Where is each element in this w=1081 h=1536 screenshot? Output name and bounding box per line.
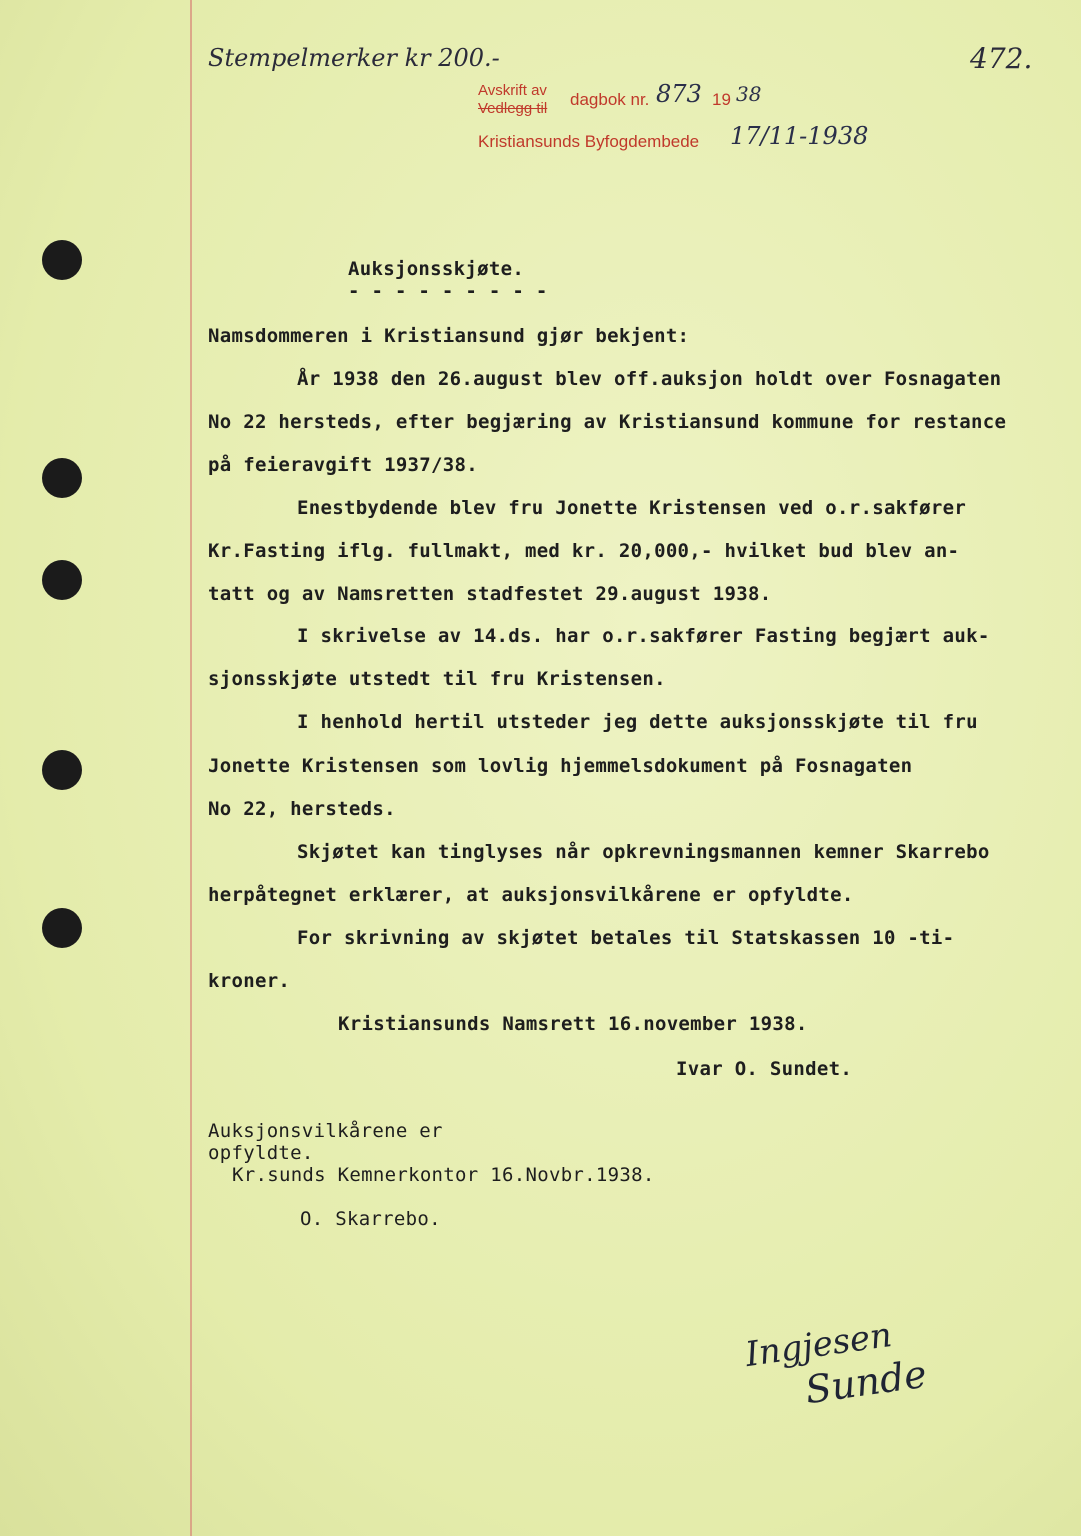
title-underline: - - - - - - - - - [348, 280, 548, 302]
punch-hole [42, 560, 82, 600]
body-line: tatt og av Namsretten stadfestet 29.august 1938. [208, 583, 772, 605]
punch-hole [42, 908, 82, 948]
body-line: Namsdommeren i Kristiansund gjør bekjent: [208, 325, 690, 347]
endorsement-line: opfyldte. [208, 1142, 314, 1164]
endorsement-line: Kr.sunds Kemnerkontor 16.Novbr.1938. [232, 1164, 655, 1186]
margin-line [190, 0, 192, 1536]
endorsement-line: Auksjonsvilkårene er [208, 1120, 443, 1142]
body-line: Jonette Kristensen som lovlig hjemmelsdokument på Fosnagaten [208, 755, 913, 777]
body-line: på feieravgift 1937/38. [208, 454, 478, 476]
body-line: Enestbydende blev fru Jonette Kristensen ved o.r.sakfører [297, 497, 967, 519]
page-number: 472. [970, 42, 1033, 75]
stamp-office: Kristiansunds Byfogdembede [478, 132, 700, 151]
handwritten-signature-line2: Sunde [802, 1351, 930, 1413]
body-line: I henhold hertil utsteder jeg dette auksjonsskjøte til fru [297, 711, 978, 733]
endorsement-signer: O. Skarrebo. [300, 1208, 441, 1230]
handwritten-signature-line1: Ingjesen [742, 1314, 895, 1376]
stamp-vedlegg: Vedlegg til [478, 100, 548, 117]
punch-hole [42, 458, 82, 498]
stamp-date: 17/11-1938 [730, 122, 869, 150]
body-line: herpåtegnet erklærer, at auksjonsvilkårene er opfyldte. [208, 884, 854, 906]
body-line: kroner. [208, 970, 291, 992]
body-line: Kr.Fasting iflg. fullmakt, med kr. 20,000,- hvilket bud blev an- [208, 540, 960, 562]
place-date: Kristiansunds Namsrett 16.november 1938. [338, 1013, 808, 1035]
body-line: For skrivning av skjøtet betales til Statskassen 10 -ti- [297, 927, 955, 949]
body-line: I skrivelse av 14.ds. har o.r.sakfører Fasting begjært auk- [297, 625, 990, 647]
dagbok-number: 873 [656, 80, 702, 108]
body-line: Skjøtet kan tinglyses når opkrevningsmannen kemner Skarrebo [297, 841, 990, 863]
stamp-dagbok-label: dagbok nr. [570, 90, 650, 109]
stamp-year-suffix: 38 [736, 82, 762, 106]
handwritten-stamp-note: Stempelmerker kr 200.- [208, 44, 500, 72]
stamp-year-prefix: 19 [712, 90, 731, 109]
punch-hole [42, 240, 82, 280]
document-title: Auksjonsskjøte. [348, 258, 525, 280]
typed-signature: Ivar O. Sundet. [676, 1058, 853, 1080]
body-line: No 22 hersteds, efter begjæring av Kristiansund kommune for restance [208, 411, 1007, 433]
punch-hole [42, 750, 82, 790]
stamp-avskrift: Avskrift av [478, 82, 547, 99]
body-line: sjonsskjøte utstedt til fru Kristensen. [208, 668, 666, 690]
body-line: No 22, hersteds. [208, 798, 396, 820]
body-line: År 1938 den 26.august blev off.auksjon holdt over Fosnagaten [297, 368, 1002, 390]
